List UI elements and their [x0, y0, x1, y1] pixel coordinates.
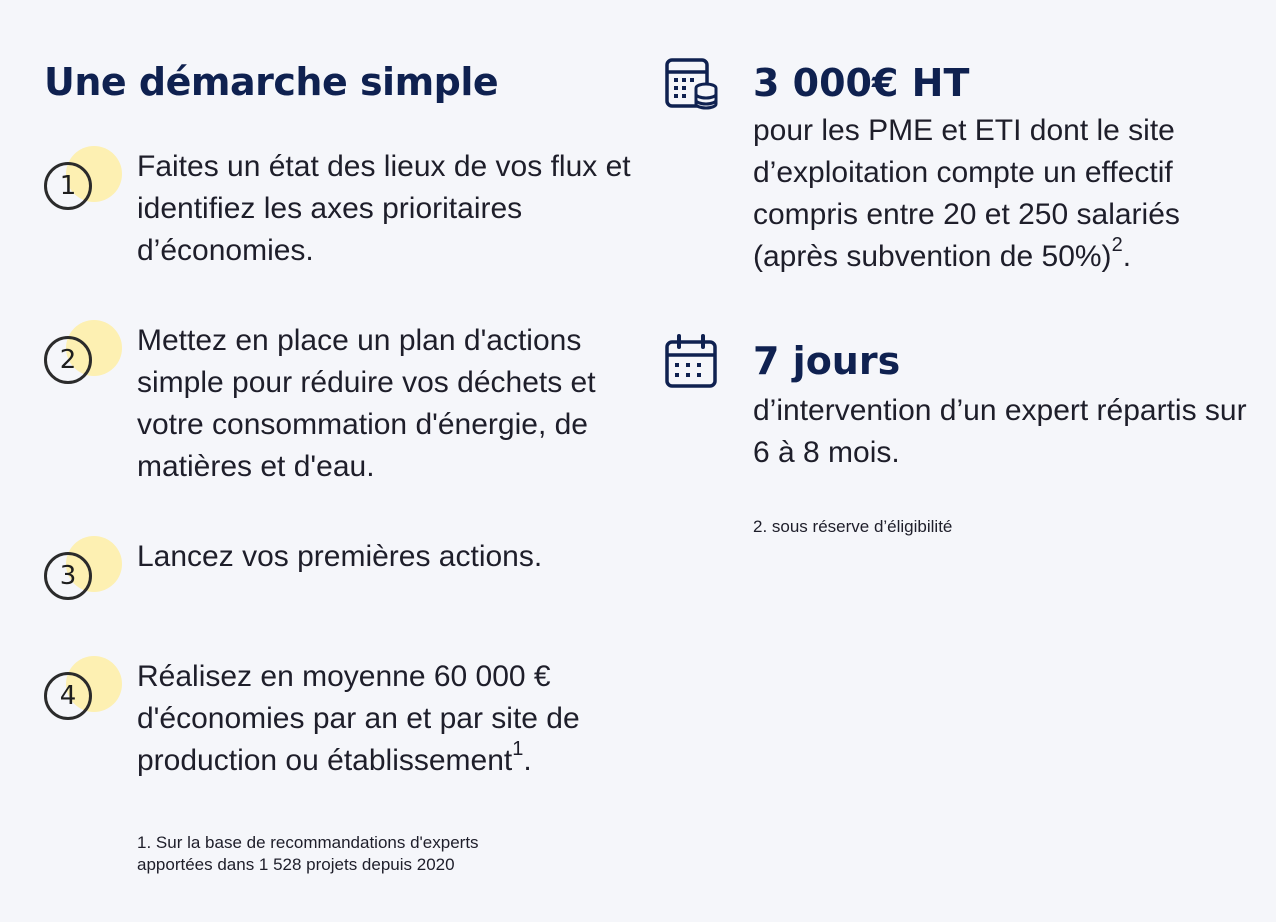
- calendar-icon: [662, 334, 720, 392]
- price-description: [753, 110, 1253, 278]
- step-3-text: Lancez vos premières actions.: [137, 540, 543, 573]
- step-4-text-suffix: .: [523, 744, 532, 777]
- step-1-text: Faites un état des lieux de vos flux et identifiez les axes prioritaires d’économies.: [137, 150, 631, 267]
- step-2-text: Mettez en place un plan d'actions simple pour réduire vos déchets et votre consommation d'énergie, de matières et d'eau.: [137, 324, 596, 483]
- footnote-ref-1: 1: [512, 738, 524, 760]
- duration-description: d’intervention d’un expert répartis sur 6 à 8 mois.: [753, 394, 1247, 469]
- duration-block: [662, 334, 1262, 474]
- footnote-1-line-2: apportées dans 1 528 projets depuis 2020: [137, 855, 455, 874]
- step-2-number: 2: [44, 336, 92, 384]
- step-4-text-main: Réalisez en moyenne 60 000 € d'économies par an et par site de production ou établissement: [137, 660, 580, 777]
- step-4-number: 4: [44, 672, 92, 720]
- price-description-suffix: .: [1122, 240, 1132, 273]
- footnote-1: [137, 832, 657, 876]
- step-3-badge: [44, 536, 122, 604]
- footnote-1-line-1: 1. Sur la base de recommandations d'experts: [137, 833, 479, 852]
- step-4-text: [137, 656, 637, 782]
- step-3-number: 3: [44, 552, 92, 600]
- footnote-2: 2. sous réserve d’éligibilité: [753, 517, 953, 536]
- step-2-badge: [44, 320, 122, 388]
- footnote-ref-2: 2: [1111, 234, 1123, 256]
- step-1-number: 1: [44, 162, 92, 210]
- step-1-badge: [44, 146, 122, 214]
- step-4-badge: [44, 656, 122, 724]
- page-title: Une démarche simple: [44, 60, 499, 104]
- price-heading: 3 000€ HT: [753, 61, 970, 105]
- price-description-main: pour les PME et ETI dont le site d’exploitation compte un effectif compris entre 20 et 250 salariés (après subvention de 50%): [753, 114, 1180, 273]
- price-block: [662, 56, 1262, 296]
- calculator-coins-icon: [662, 56, 720, 114]
- duration-heading: 7 jours: [753, 339, 901, 383]
- left-column: [44, 56, 634, 874]
